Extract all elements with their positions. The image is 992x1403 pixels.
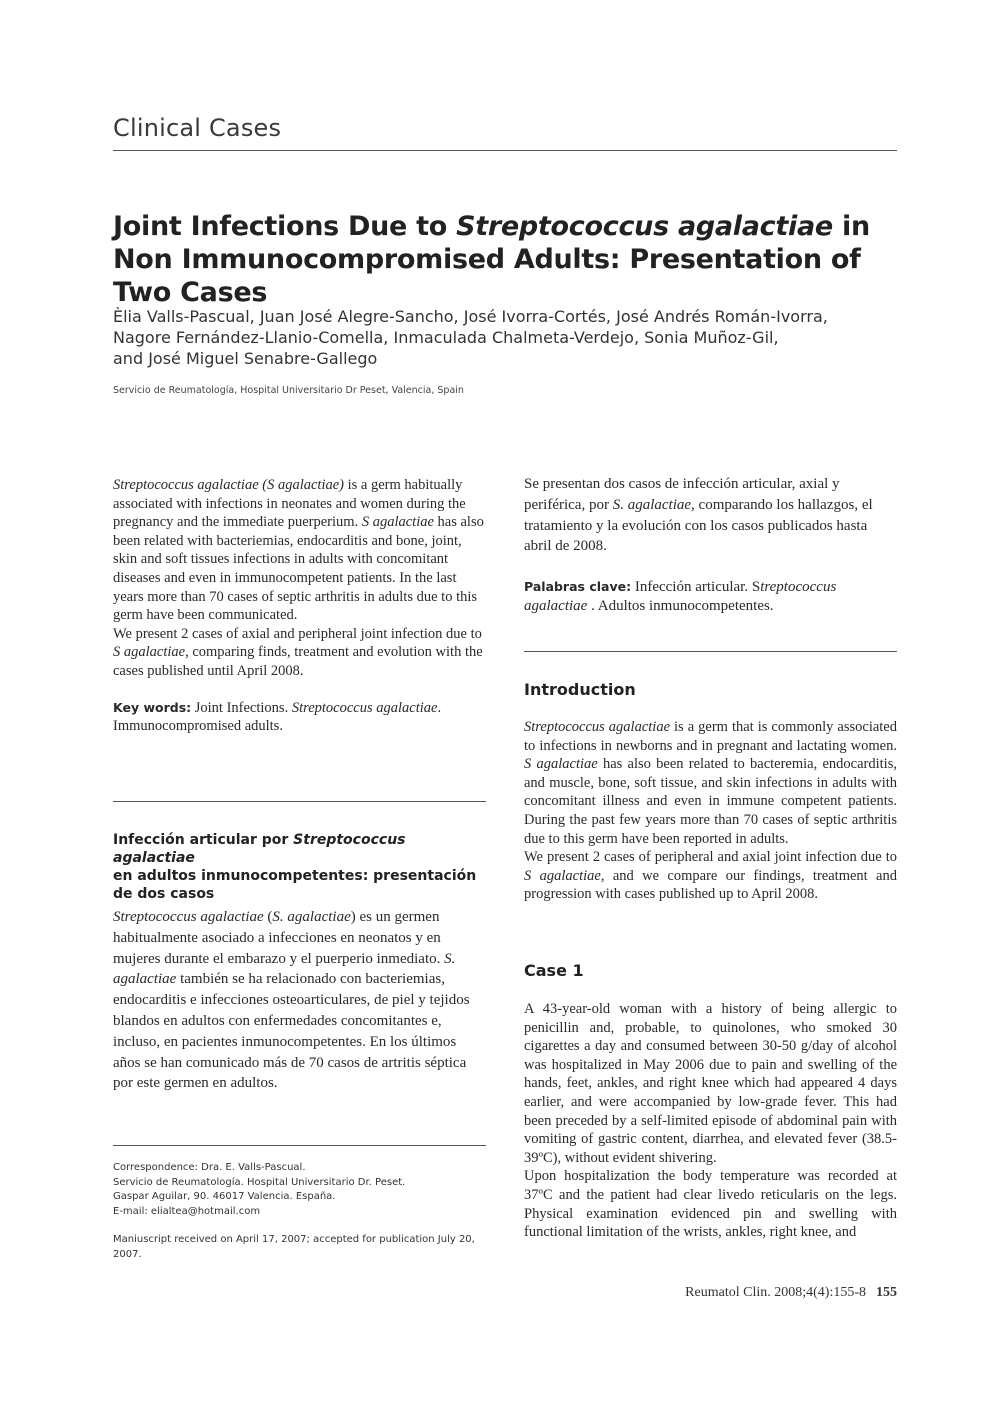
correspondence-email: E-mail: elialtea@hotmail.com: [113, 1205, 261, 1217]
keywords-en: [113, 699, 486, 736]
text-span: . Adultos inmunocompetentes.: [587, 598, 774, 615]
species-name: S. agalactiae: [113, 950, 456, 988]
title-part-1: Joint Infections Due to: [113, 211, 457, 242]
abstract-es-continued: [524, 474, 897, 616]
authors-line-3: and José Miguel Senabre-Gallego: [113, 349, 378, 368]
introduction-paragraph-2: [524, 848, 897, 904]
species-name: Streptococcus agalactiae: [524, 719, 671, 735]
species-name: Streptococcus agalactiae: [113, 832, 406, 866]
footnote-rule: [113, 1145, 486, 1146]
journal-citation: Reumatol Clin. 2008;4(4):155-8: [685, 1285, 866, 1300]
keywords-label: Palabras clave:: [524, 579, 632, 595]
species-name: Streptococcus agalactiae (S agalactiae): [113, 477, 344, 493]
divider-rule: [524, 651, 897, 652]
section-label: Clinical Cases: [113, 114, 282, 142]
article-title: [113, 210, 897, 309]
text-span: . Immunocompromised adults.: [113, 699, 442, 735]
species-name: S. agalactiae: [612, 496, 692, 513]
keywords-label: Key words:: [113, 699, 192, 715]
divider-rule: [113, 801, 486, 802]
correspondence: [113, 1161, 486, 1219]
text-span: is a germ habitually associated with infections in neonates and women during the pregnancy and the immediate puerperium.: [113, 477, 466, 531]
species-name: treptococcus agalactiae: [524, 579, 837, 615]
text-span: and we compare our findings, treatment and progression with cases published up to April 2008.: [524, 867, 897, 903]
text-span: (: [263, 909, 273, 925]
case-1-body: [524, 1000, 897, 1242]
species-name: Streptococcus agalactiae: [291, 699, 438, 716]
case-1-paragraph-1: A 43-year-old woman with a history of being allergic to penicillin and, probable, to quinolones, who smoked 30 cigarettes a day and consumed between 30-50 g/day of alcohol was hospitalized in May 2006 due to pain and swelling of the hands, feet, ankles, and right knee which had appeared 4 days earlier, and were accompanied by low-grade fever. This had been preceded by a self-limited episode of abdominal pain with vomiting of gastric content, diarrhea, and elevated fever (38.5-39ºC), without evident shivering.: [524, 1001, 897, 1166]
abstract-english: [113, 476, 486, 736]
abstract-es-paragraph-1: [113, 907, 486, 1094]
text-span: Se presentan dos casos de infección articular, axial y periférica, por: [524, 476, 840, 513]
text-span: Infección articular por: [113, 832, 294, 848]
text-span: Infección articular. S: [631, 579, 761, 596]
text-span: We present 2 cases of axial and peripheral joint infection due to: [113, 625, 482, 642]
text-span: We present 2 cases of peripheral and axial joint infection due to: [524, 849, 897, 866]
title-part-2: in Non Immunocompromised Adults: Presentation of Two Cases: [113, 211, 870, 308]
correspondence-line-2: Servicio de Reumatología. Hospital Universitario Dr. Peset.: [113, 1176, 406, 1188]
page-footer: [685, 1285, 897, 1301]
page-number: 155: [876, 1285, 897, 1300]
introduction-heading: Introduction: [524, 680, 636, 699]
text-span: ) es un germen habitualmente asociado a infecciones en neonatos y en mujeres durante el embarazo y el puerperio inmediato.: [113, 909, 445, 967]
text-span: has also been related with bacteriemias, endocarditis and bone, joint, skin and soft tissues infections in adults with concomitant diseases and even in immunocompetent patients. In the last years more than 70 cases of septic arthritis in adults due to this germ have been communicated.: [113, 514, 484, 624]
species-name: Streptococcus agalactiae: [113, 909, 264, 925]
case-1-heading: Case 1: [524, 961, 584, 980]
keywords-es: [524, 577, 897, 616]
introduction-body: [524, 718, 897, 904]
spanish-title: [113, 831, 486, 903]
abstract-en-paragraph-1: [113, 476, 486, 625]
text-span: , comparing finds, treatment and evolution with the cases published until April 2008.: [113, 644, 483, 679]
title-species: Streptococcus agalactiae: [456, 211, 833, 242]
correspondence-line-1: Correspondence: Dra. E. Valls-Pascual.: [113, 1162, 306, 1173]
text-span: Joint Infections.: [191, 699, 292, 716]
introduction-paragraph-1: [524, 718, 897, 848]
text-span: , comparando los hallazgos, el tratamiento y la evolución con los casos publicados hasta abril de 2008.: [524, 496, 873, 555]
species-name: S. agalactiae: [272, 909, 351, 925]
header-rule: [113, 150, 897, 151]
species-name: S agalactiae: [113, 644, 186, 661]
case-1-paragraph-2: Upon hospitalization the body temperature was recorded at 37ºC and the patient had clear livedo reticularis on the legs. Physical examination evidenced pin and swelling with functional limitation of the wrists, ankles, right knee, and: [524, 1168, 897, 1241]
author-list: [113, 306, 897, 369]
spanish-title-line-2: en adultos inmunocompetentes: presentación: [113, 868, 477, 884]
species-name: S agalactiae: [361, 514, 434, 531]
text-span: is a germ that is commonly associated to infections in newborns and in pregnant and lactating women.: [524, 719, 897, 754]
species-name: S agalactiae: [524, 756, 598, 773]
abstract-en-paragraph-2: [113, 625, 486, 681]
species-name: S agalactiae,: [524, 867, 605, 884]
affiliation: Servicio de Reumatología, Hospital Universitario Dr Peset, Valencia, Spain: [113, 385, 464, 396]
abstract-spanish: [113, 831, 486, 1094]
abstract-es-paragraph-2: [524, 474, 897, 557]
authors-line-1: Èlia Valls-Pascual, Juan José Alegre-Sancho, José Ivorra-Cortés, José Andrés Román-Ivorra,: [113, 307, 828, 326]
correspondence-line-3: Gaspar Aguilar, 90. 46017 Valencia. España.: [113, 1191, 336, 1202]
spanish-title-line-3: de dos casos: [113, 886, 215, 902]
text-span: has also been related to bacteremia, endocarditis, and muscle, bone, soft tissue, and skin infections in adults with concomitant illness and even in immune competent patients. During the past few years more than 70 cases of septic arthritis due to this germ have been reported in adults.: [524, 756, 897, 847]
text-span: también se ha relacionado con bacteriemias, endocarditis e infecciones osteoarticulares, de piel y tejidos blandos en adultos con enfermedades concomitantes e, incluso, en pacientes inmunocompetentes. En los últimos años se han comunicado más de 70 casos de artritis séptica por este germen en adultos.: [113, 971, 470, 1092]
manuscript-dates: Maniuscript received on April 17, 2007; accepted for publication July 20, 2007.: [113, 1234, 475, 1260]
authors-line-2: Nagore Fernández-Llanio-Comella, Inmaculada Chalmeta-Verdejo, Sonia Muñoz-Gil,: [113, 328, 779, 347]
spanish-title-line-1: [113, 831, 486, 867]
